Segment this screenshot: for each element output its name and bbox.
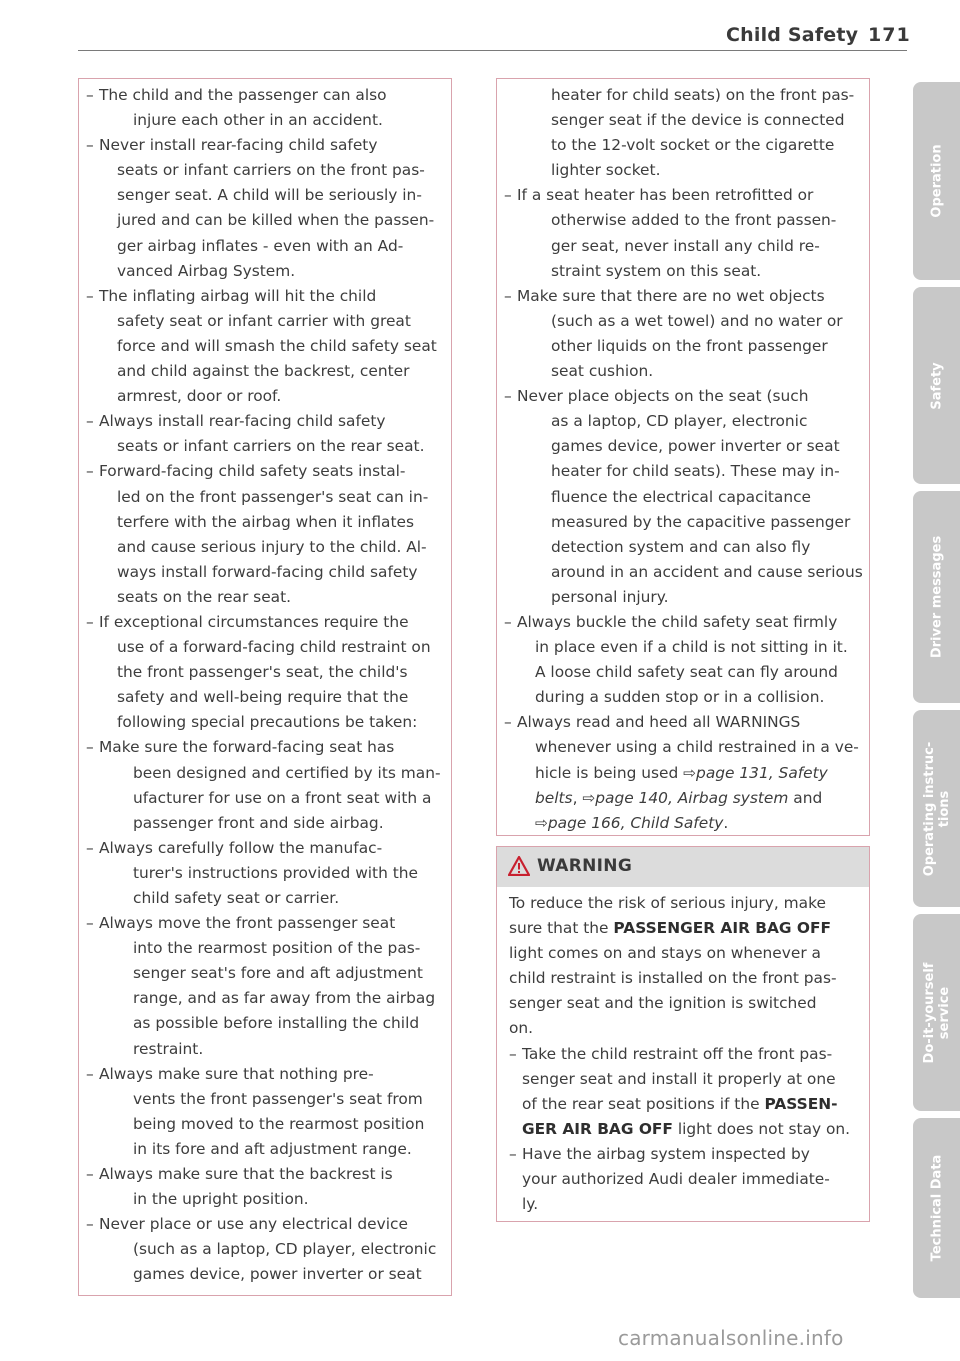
text-line: of the rear seat positions if the PASSEN- [522, 1094, 838, 1113]
text-line: in its fore and aft adjustment range. [133, 1139, 412, 1158]
text-line: to the 12-volt socket or the cigarette [551, 136, 835, 155]
tab-operating-instructions[interactable]: Operating instruc- tions [913, 710, 960, 907]
text-line: personal injury. [551, 587, 669, 606]
text-line: as a laptop, CD player, electronic [551, 412, 808, 431]
text-line: your authorized Audi dealer immediate- [522, 1170, 830, 1189]
page-reference-link[interactable]: ⇨page 166, Child Safety [535, 813, 724, 832]
text-line: – Make sure the forward-facing seat has [86, 738, 395, 757]
page-number: 171 [868, 24, 911, 46]
text-line: seats or infant carriers on the rear seat. [117, 437, 425, 456]
text-line: child safety seat or carrier. [133, 889, 340, 907]
text-line: and cause serious injury to the child. Al- [117, 537, 427, 556]
text-line: use of a forward-facing child restraint on [117, 638, 431, 657]
text-line: belts, ⇨page 140, Airbag system and [535, 788, 823, 807]
text-line: – Always make sure that the backrest is [86, 1165, 393, 1184]
text-line: ⇨page 166, Child Safety. [535, 813, 729, 832]
text-line: as possible before installing the child [133, 1014, 420, 1033]
text-line: around in an accident and cause serious [551, 562, 863, 581]
text-line: – Never place or use any electrical device [86, 1215, 408, 1234]
text-line: senger seat. A child will be seriously in- [117, 186, 422, 205]
text-line: measured by the capacitive passenger [551, 512, 851, 531]
watermark: carmanualsonline.info [618, 1326, 844, 1350]
warning-triangle-icon [508, 856, 530, 876]
section-title: Child Safety [726, 24, 859, 46]
warning-body [509, 891, 861, 1217]
right-column-text [504, 83, 862, 836]
text-line: vanced Airbag System. [117, 261, 296, 280]
text-line: during a sudden stop or in a collision. [535, 688, 825, 707]
text-line: fluence the electrical capacitance [551, 487, 812, 506]
text-line: seats or infant carriers on the front pas- [117, 161, 425, 180]
text-line: armrest, door or roof. [117, 387, 282, 406]
text-line: – Forward-facing child safety seats instal- [86, 462, 406, 481]
text-line: – Always install rear-facing child safety [86, 412, 386, 431]
text-line: – Always buckle the child safety seat firmly [504, 612, 838, 631]
text-line: senger seat and the ignition is switched [509, 994, 817, 1013]
text-line: in place even if a child is not sitting in it. [535, 638, 848, 657]
text-line: – Always read and heed all WARNINGS [504, 713, 801, 732]
text-line: injure each other in an accident. [133, 111, 383, 130]
text-line: the front passenger's seat, the child's [117, 663, 408, 682]
text-line: GER AIR BAG OFF light does not stay on. [522, 1119, 851, 1138]
text-line: hicle is being used ⇨page 131, Safety [535, 763, 828, 782]
header-rule [78, 50, 907, 51]
text-line: (such as a wet towel) and no water or [551, 311, 843, 330]
text-line: – Have the airbag system inspected by [509, 1144, 810, 1163]
text-line: A loose child safety seat can fly around [535, 663, 838, 682]
text-line: senger seat and install it properly at one [522, 1069, 836, 1088]
tab-do-it-yourself-service[interactable]: Do-it-yourself service [913, 914, 960, 1111]
text-line: – Never place objects on the seat (such [504, 387, 809, 406]
text-line: ger airbag inflates - even with an Ad- [117, 236, 404, 255]
text-line: jured and can be killed when the passen- [117, 211, 435, 230]
text-line: To reduce the risk of serious injury, make [509, 894, 826, 912]
text-line: senger seat if the device is connected [551, 111, 845, 130]
text-line: force and will smash the child safety seat [117, 336, 437, 355]
text-line: and child against the backrest, center [117, 362, 410, 381]
text-line: – The child and the passenger can also [86, 86, 387, 104]
left-column-text [86, 83, 446, 1288]
text-line: whenever using a child restrained in a ve- [535, 738, 859, 757]
text-line: been designed and certified by its man- [133, 763, 441, 782]
text-line: – Take the child restraint off the front pas- [509, 1044, 833, 1063]
text-line: range, and as far away from the airbag [133, 989, 436, 1008]
text-line: safety and well-being require that the [117, 688, 409, 707]
text-line: turer's instructions provided with the [133, 863, 418, 882]
text-line: sure that the PASSENGER AIR BAG OFF [509, 919, 832, 938]
text-line: other liquids on the front passenger [551, 336, 828, 355]
page-reference-link[interactable]: ⇨page 140, Airbag system [582, 788, 789, 807]
tab-technical-data[interactable]: Technical Data [913, 1118, 960, 1298]
text-line: in the upright position. [133, 1190, 309, 1209]
text-line: ly. [522, 1195, 539, 1214]
text-line: – Make sure that there are no wet objects [504, 286, 825, 305]
text-line: led on the front passenger's seat can in- [117, 487, 429, 506]
tab-operation[interactable]: Operation [913, 82, 960, 280]
text-line: – If a seat heater has been retrofitted or [504, 186, 814, 205]
text-line: – If exceptional circumstances require the [86, 612, 409, 631]
text-line: ufacturer for use on a front seat with a [133, 788, 432, 807]
text-line: seat cushion. [551, 362, 654, 381]
text-line: games device, power inverter or seat [133, 1265, 422, 1284]
text-line: lighter socket. [551, 161, 661, 180]
text-line: – Never install rear-facing child safety [86, 136, 378, 155]
text-line: restraint. [133, 1039, 204, 1058]
text-line: vents the front passenger's seat from [133, 1089, 423, 1108]
warning-title: WARNING [537, 856, 633, 876]
text-line: terfere with the airbag when it inflates [117, 512, 414, 531]
text-line: straint system on this seat. [551, 261, 762, 280]
text-line: being moved to the rearmost position [133, 1114, 425, 1133]
text-line: (such as a laptop, CD player, electronic [133, 1240, 437, 1259]
text-line: otherwise added to the front passen- [551, 211, 837, 230]
text-line: detection system and can also fly [551, 537, 811, 556]
tab-driver-messages[interactable]: Driver messages [913, 491, 960, 703]
text-line: following special precautions be taken: [117, 713, 418, 732]
text-line: seats on the rear seat. [117, 587, 292, 606]
page-reference-link[interactable]: ⇨page 131, Safety [683, 763, 828, 782]
text-line: – Always move the front passenger seat [86, 914, 396, 933]
text-line: on. [509, 1019, 534, 1038]
text-line: – The inflating airbag will hit the child [86, 286, 377, 305]
text-line: passenger front and side airbag. [133, 813, 384, 832]
tab-safety[interactable]: Safety [913, 287, 960, 484]
text-line: into the rearmost position of the pas- [133, 939, 421, 958]
text-line: – Always make sure that nothing pre- [86, 1064, 374, 1083]
text-line: safety seat or infant carrier with great [117, 311, 411, 330]
page-reference-link[interactable]: belts [535, 788, 573, 807]
text-line: child restraint is installed on the front pas- [509, 969, 837, 988]
text-line: light comes on and stays on whenever a [509, 944, 821, 963]
text-line: – Always carefully follow the manufac- [86, 838, 383, 857]
text-line: ger seat, never install any child re- [551, 236, 820, 255]
text-line: heater for child seats) on the front pas- [551, 86, 855, 104]
text-line: games device, power inverter or seat [551, 437, 840, 456]
text-line: senger seat's fore and aft adjustment [133, 964, 423, 983]
text-line: ways install forward-facing child safety [117, 562, 418, 581]
text-line: heater for child seats). These may in- [551, 462, 840, 481]
